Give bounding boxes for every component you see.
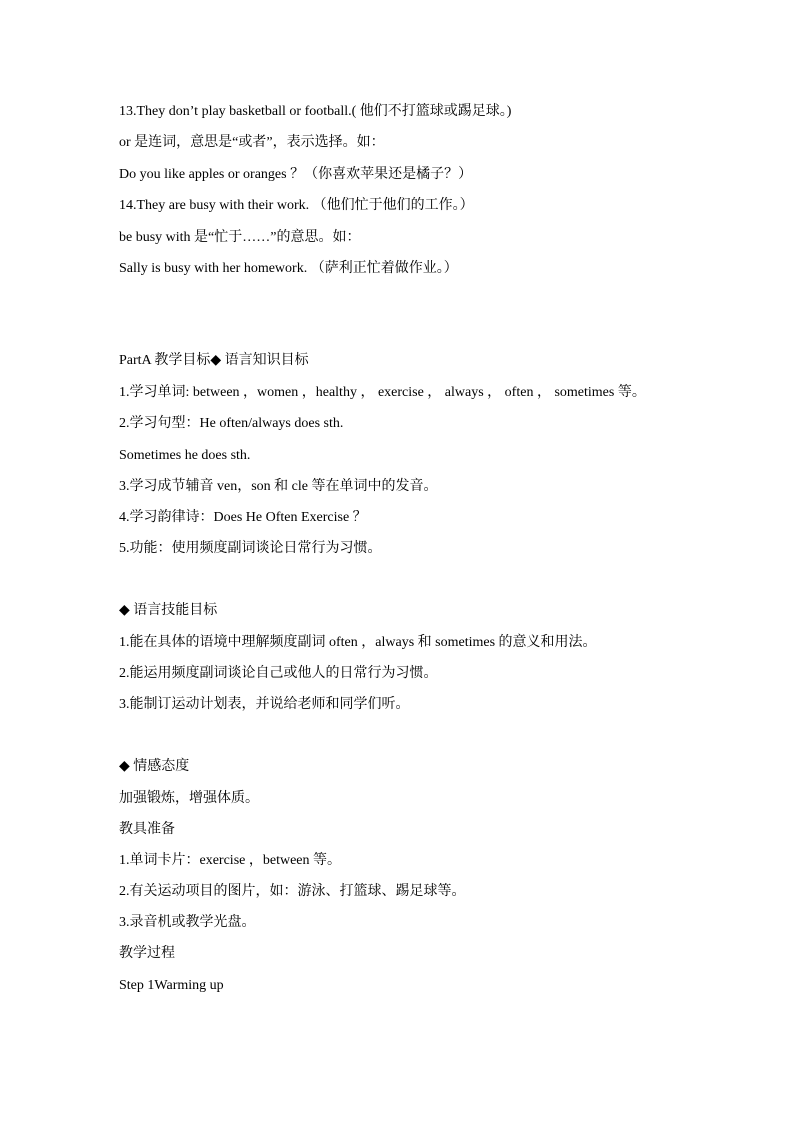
text-line-16: 2.能运用频度副词谈论自己或他人的日常行为习惯。 xyxy=(119,666,438,681)
text-line-17: 3.能制订运动计划表，并说给老师和同学们听。 xyxy=(119,697,410,712)
text-line-9: 2.学习句型：He often/always does sth. xyxy=(119,416,344,431)
text-line-13: 5.功能：使用频度副词谈论日常行为习惯。 xyxy=(119,541,382,556)
text-line-23: 3.录音机或教学光盘。 xyxy=(119,915,256,930)
text-line-8: 1.学习单词: between ，women ，healthy ， exercise ， always ， often ， sometimes 等。 xyxy=(119,385,646,400)
text-line-19: 加强锻炼，增强体质。 xyxy=(119,791,259,806)
text-line-2: or 是连词，意思是“或者”，表示选择。如： xyxy=(119,135,385,150)
text-line-22: 2.有关运动项目的图片，如：游泳、打篮球、踢足球等。 xyxy=(119,884,466,899)
text-line-6: Sally is busy with her homework. （萨利正忙着做作业。） xyxy=(119,261,458,276)
section-heading-skills: ◆ 语言技能目标 xyxy=(119,603,218,618)
text-line-4: 14.They are busy with their work. （他们忙于他们的工作。） xyxy=(119,198,474,213)
section-heading-attitude: ◆ 情感态度 xyxy=(119,759,190,774)
text-line-25: Step 1Warming up xyxy=(119,978,224,993)
text-line-11: 3.学习成节辅音 ven，son 和 cle 等在单词中的发音。 xyxy=(119,479,438,494)
text-line-15: 1.能在具体的语境中理解频度副词 often ，always 和 sometimes 的意义和用法。 xyxy=(119,635,597,650)
section-heading-parta: PartA 教学目标◆ 语言知识目标 xyxy=(119,353,309,368)
section-heading-materials: 教具准备 xyxy=(119,822,175,837)
text-line-5: be busy with 是“忙于……”的意思。如： xyxy=(119,230,361,245)
text-line-10: Sometimes he does sth. xyxy=(119,448,251,463)
text-line-1: 13.They don’t play basketball or football.( 他们不打篮球或踢足球。) xyxy=(119,104,512,119)
section-heading-process: 教学过程 xyxy=(119,946,175,961)
text-line-12: 4.学习韵律诗：Does He Often Exercise ？ xyxy=(119,510,367,525)
text-line-3: Do you like apples or oranges ？（你喜欢苹果还是橘子？） xyxy=(119,167,473,182)
text-line-21: 1.单词卡片：exercise ，between 等。 xyxy=(119,853,341,868)
